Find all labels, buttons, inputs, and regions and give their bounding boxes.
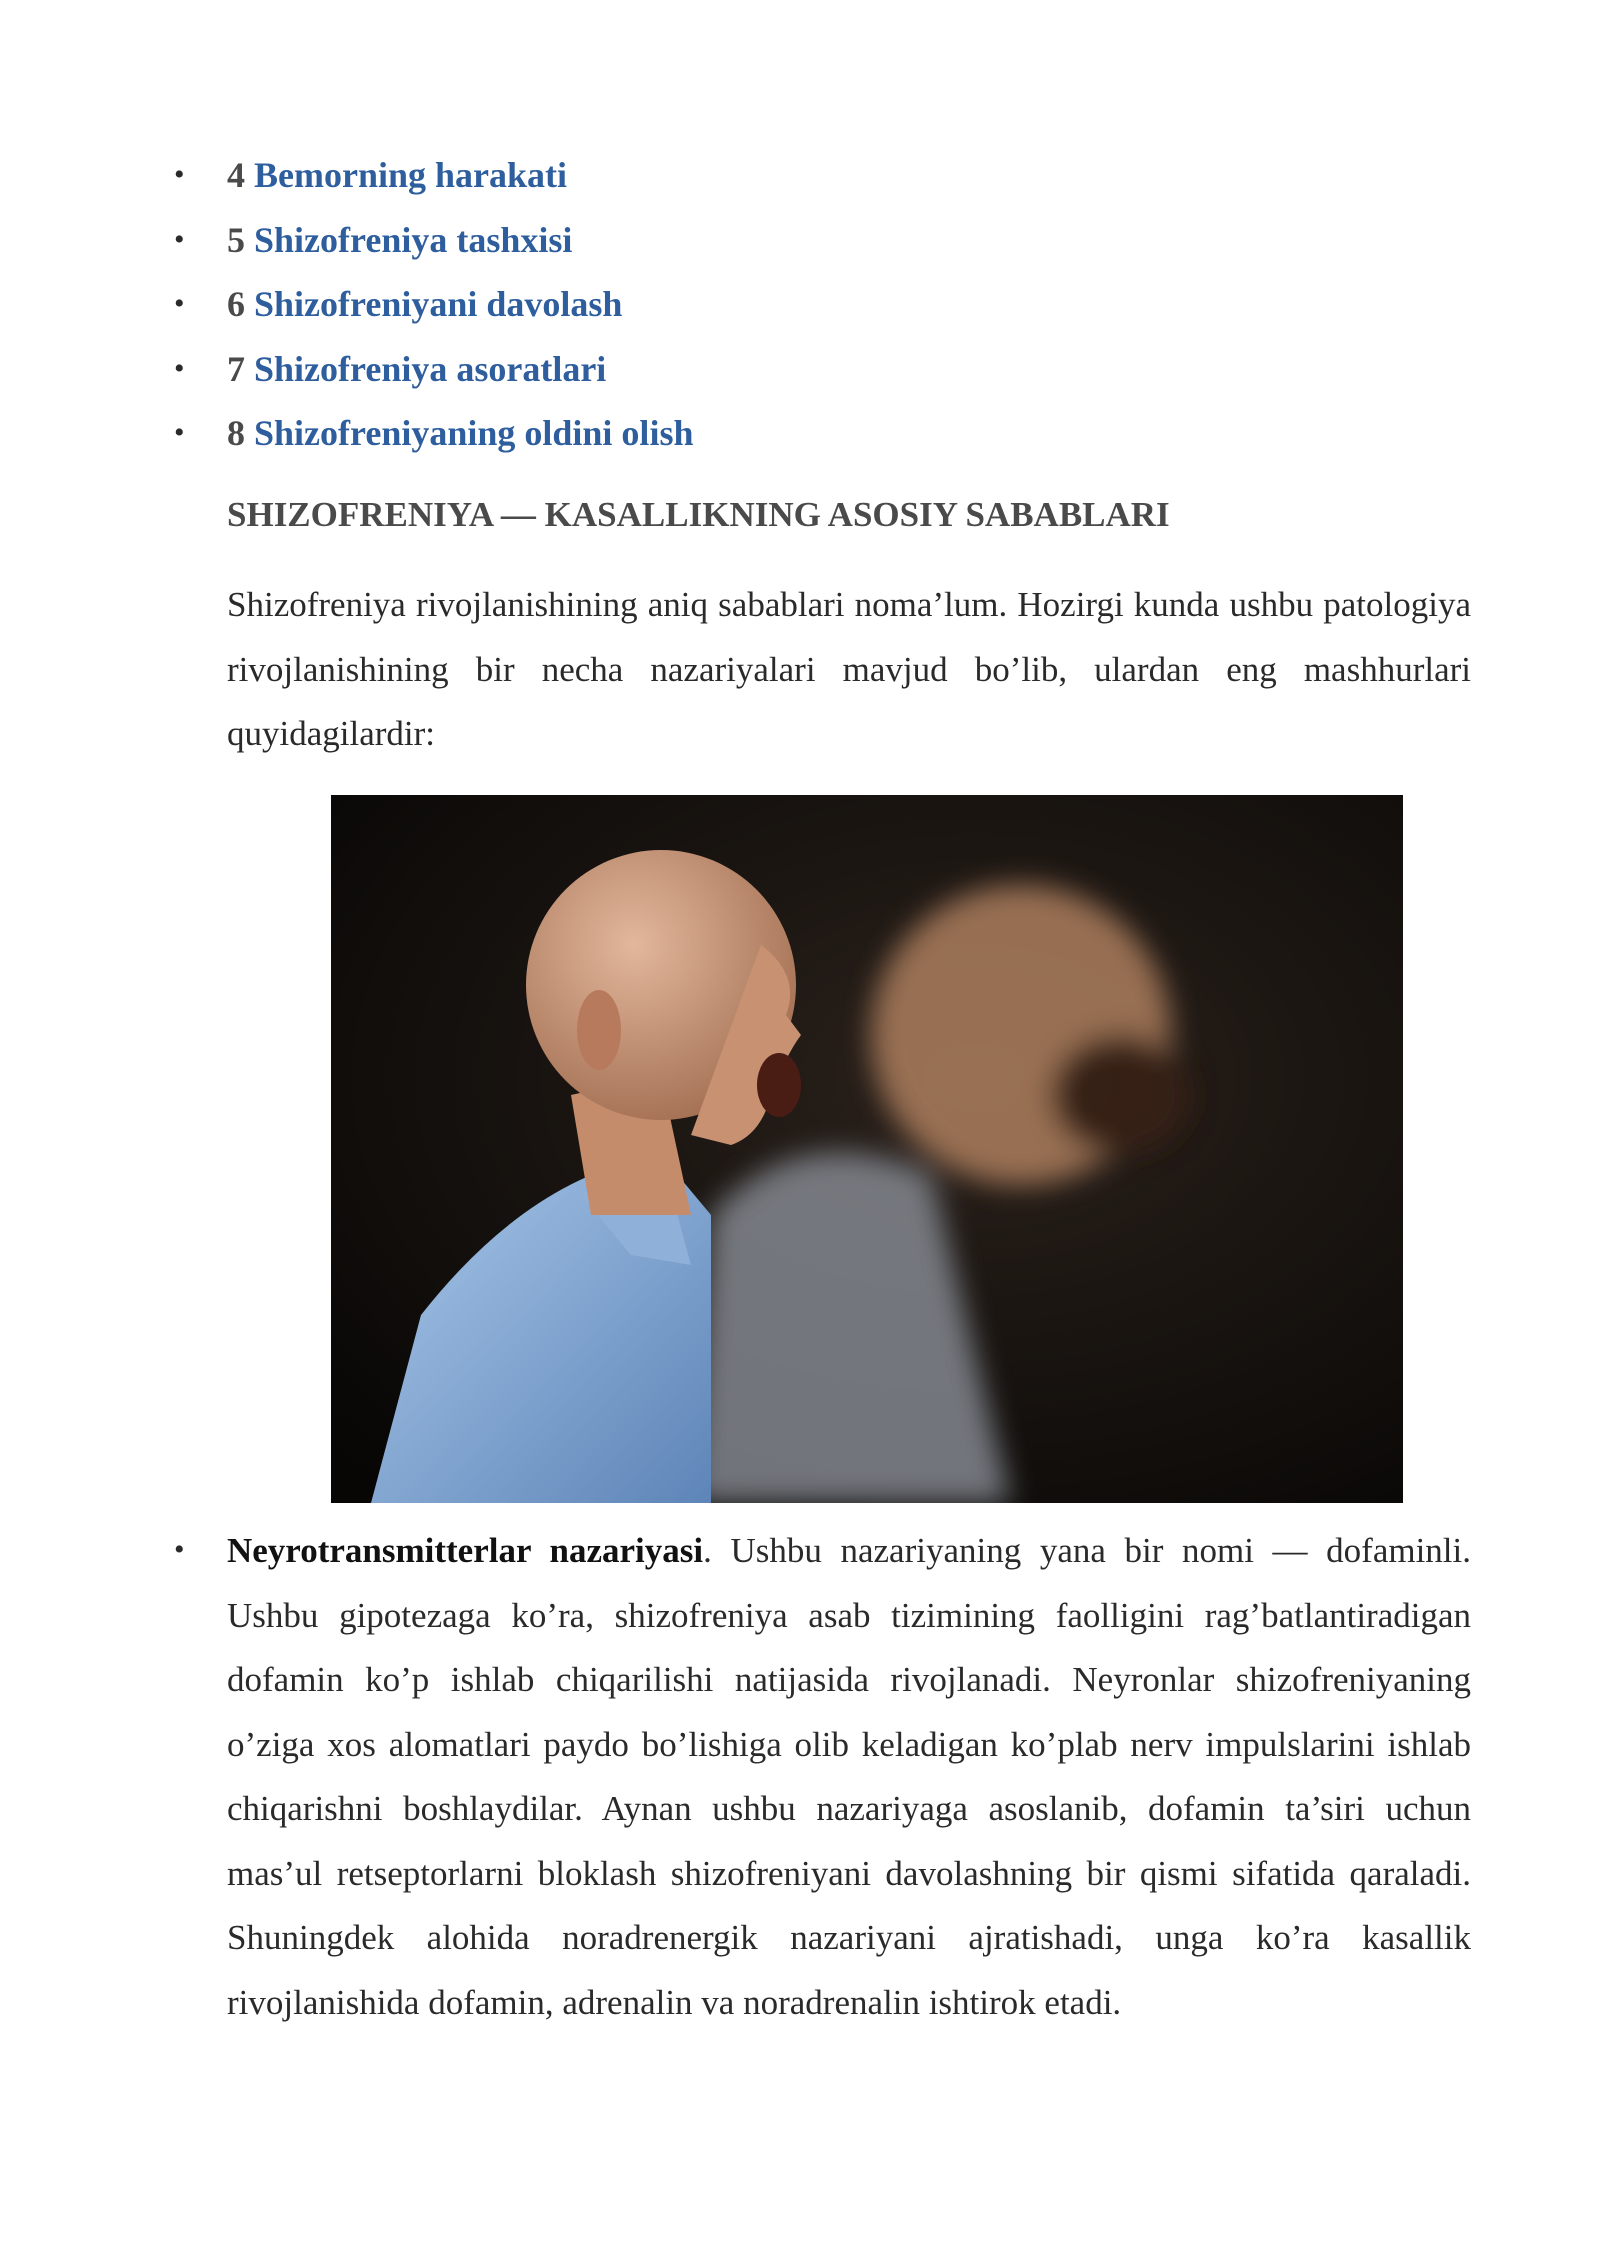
theory-title: Neyrotransmitterlar nazariyasi [227,1531,704,1570]
theory-paragraph [227,1519,1471,2035]
bullet-icon: • [174,416,185,449]
toc-number: 6 [227,284,245,324]
toc-link[interactable]: Bemorning harakati [254,155,568,195]
toc-item[interactable] [0,408,1600,473]
bullet-icon: • [174,351,185,385]
bullet-icon: • [174,1533,185,1566]
toc-item[interactable] [0,344,1600,409]
illustration-photo [331,795,1403,1503]
screaming-man-illustration [331,795,1403,1503]
toc-number: 7 [227,348,245,389]
toc-link[interactable]: Shizofreniyani davolash [254,284,623,324]
bullet-icon: • [174,222,185,256]
theory-text: . Ushbu nazariyaning yana bir nomi — dofaminli. Ushbu gipotezaga ko’ra, shizofreniya asab tizimining faolligini rag’batlantiradigan dofamin ko’p ishlab chiqarilishi natijasida rivojlanadi. Neyronlar shizofreniyaning o’ziga xos alomatlari paydo bo’lishiga olib keladigan ko’plab nerv impulslarini ishlab chiqarishni boshlaydilar. Aynan ushbu nazariyaga asoslanib, dofamin ta’siri uchun mas’ul retseptorlarni bloklash shizofreniyani davolashning bir qismi sifatida qaraladi. Shuningdek alohida noradrenergik nazariyani ajratishadi, unga ko’ra kasallik rivojlanishida dofamin, adrenalin va noradrenalin ishtirok etadi. [227,1531,1471,2022]
toc-number: 4 [227,155,245,195]
toc-number: 5 [227,219,245,260]
toc-link[interactable]: Shizofreniyaning oldini olish [254,413,694,453]
toc-item[interactable] [0,215,1600,280]
toc-link[interactable]: Shizofreniya tashxisi [254,219,573,260]
intro-paragraph: Shizofreniya rivojlanishining aniq sabablari noma’lum. Hozirgi kunda ushbu patologiya rivojlanishining bir necha nazariyalari mavjud bo’lib, ulardan eng mashhurlari quyidagilardir: [227,585,1471,753]
bullet-icon: • [174,158,185,191]
toc-item[interactable] [0,279,1600,344]
toc-item[interactable] [0,150,1600,215]
toc-link[interactable]: Shizofreniya asoratlari [254,348,607,389]
table-of-contents [0,150,1600,473]
bullet-icon: • [174,287,185,320]
toc-number: 8 [227,413,245,453]
section-heading: SHIZOFRENIYA — KASALLIKNING ASOSIY SABABLARI [227,495,1170,534]
